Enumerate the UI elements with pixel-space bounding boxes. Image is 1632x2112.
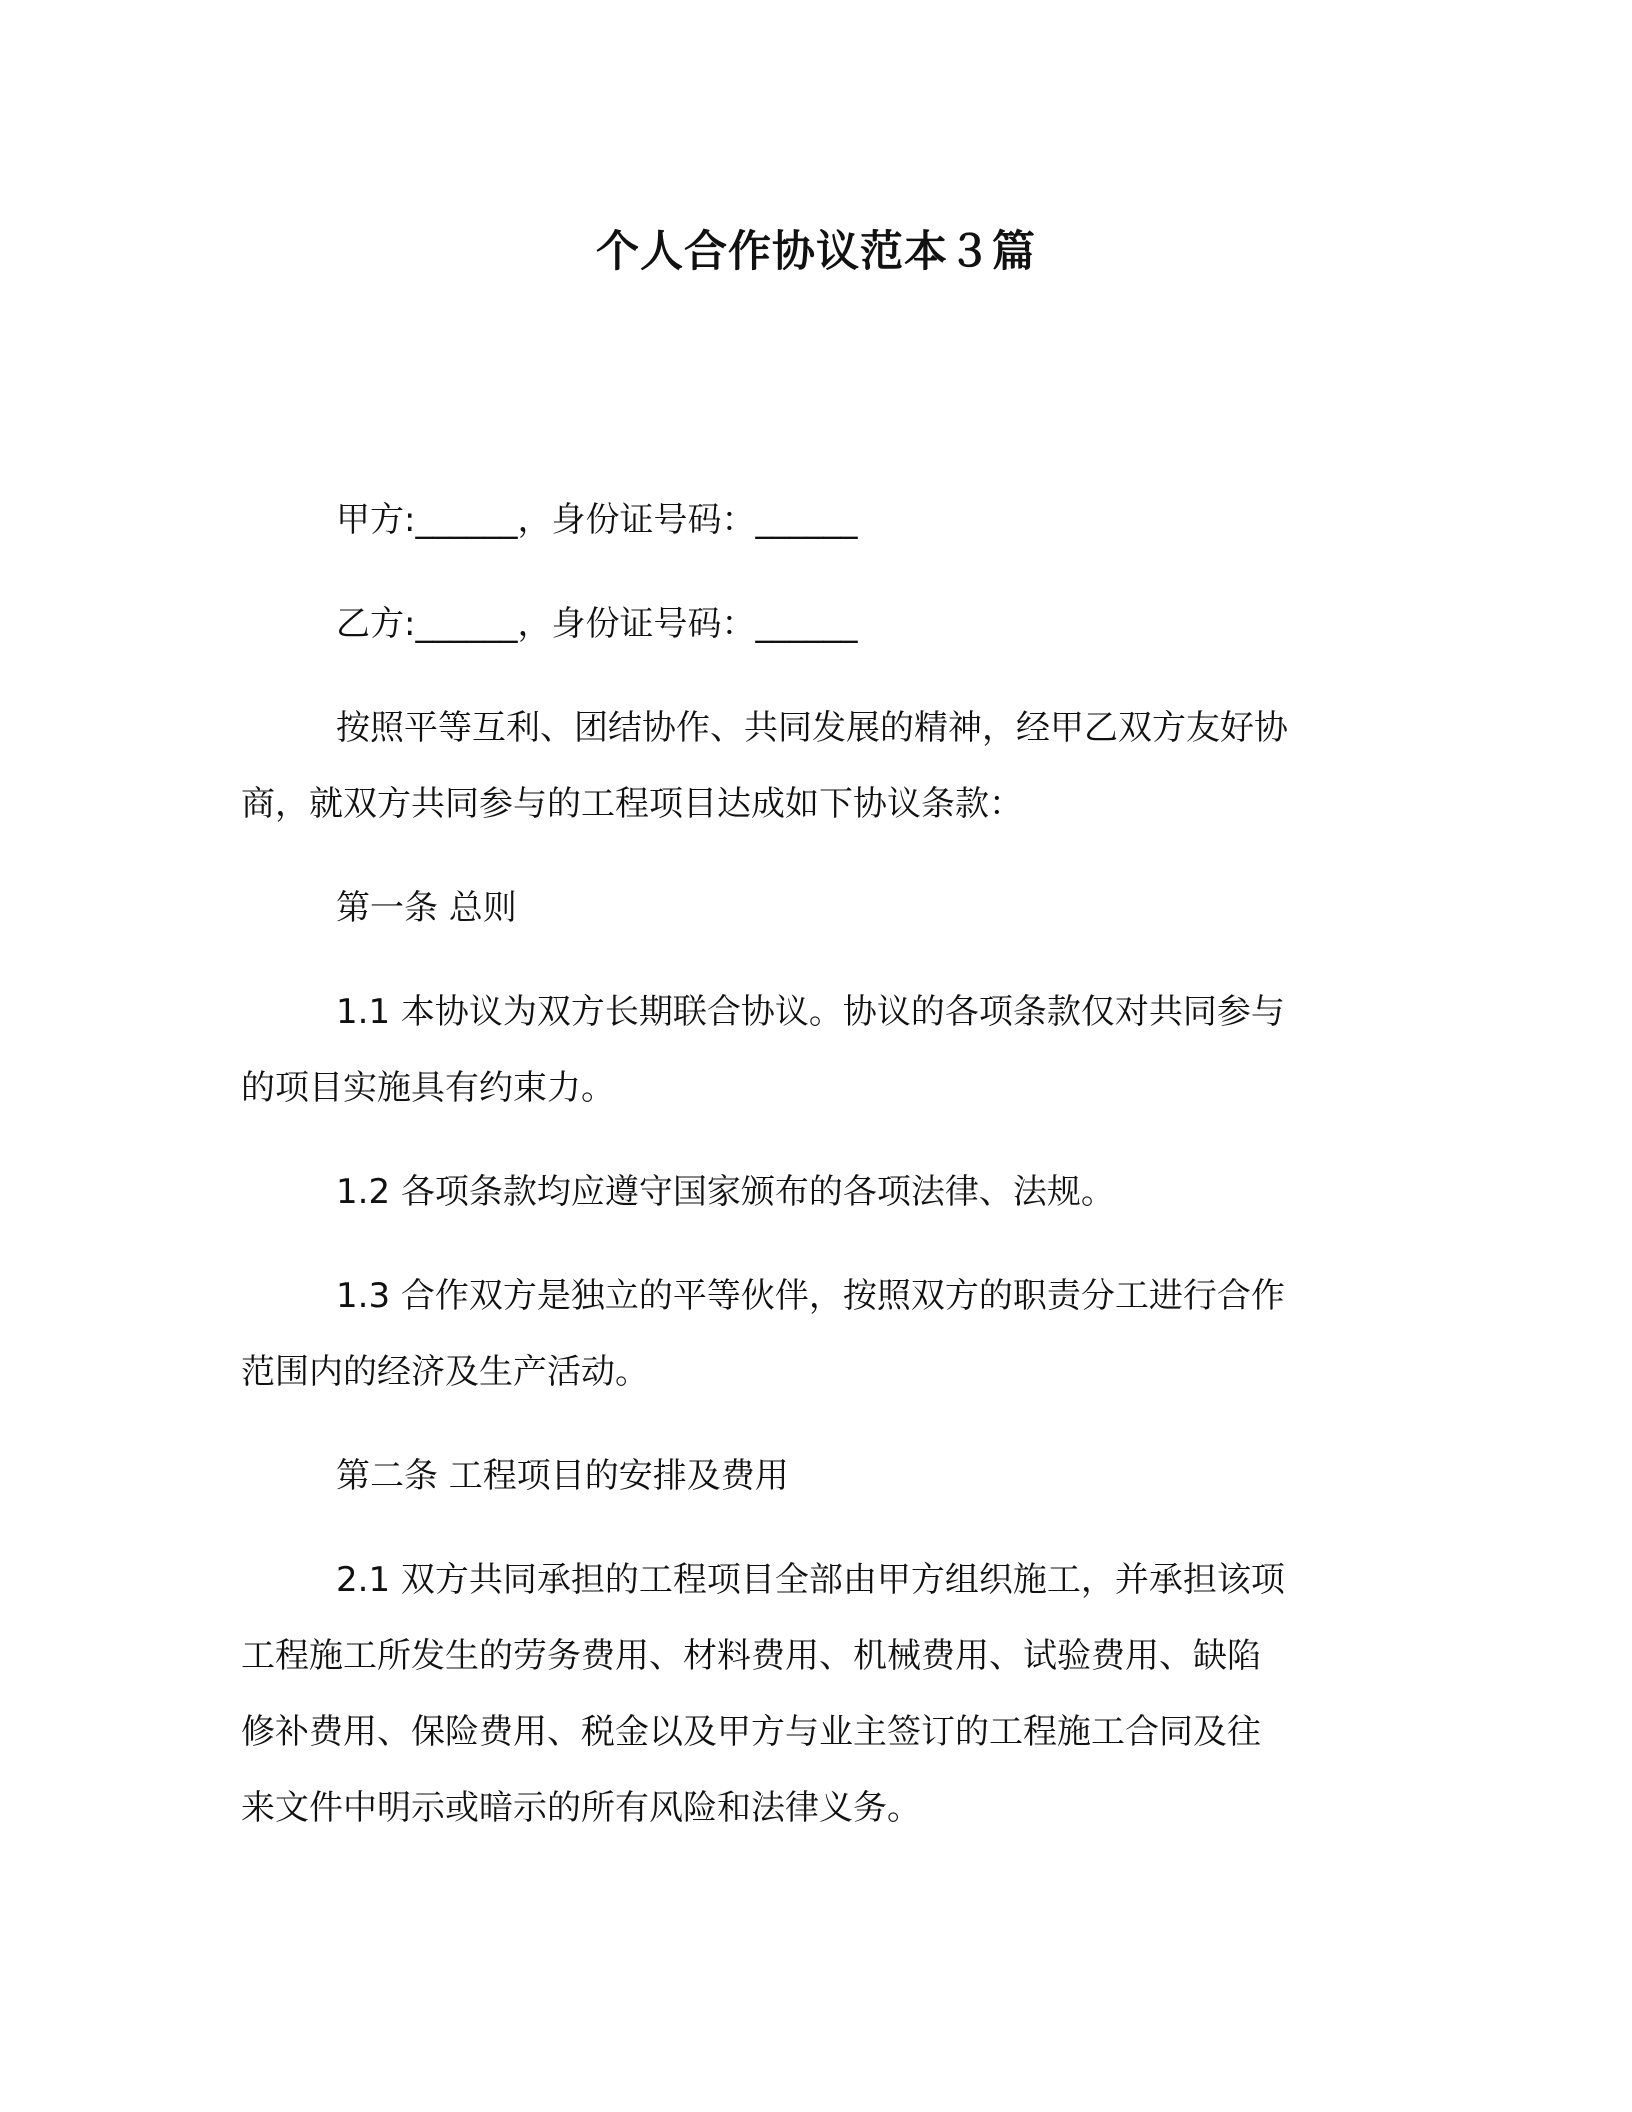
- clause-line: 修补费用、保险费用、税金以及甲方与业主签订的工程施工合同及往: [241, 1712, 1261, 1752]
- paragraph-line: 商，就双方共同参与的工程项目达成如下协议条款：: [241, 784, 1023, 824]
- clause-line: 1.2 各项条款均应遵守国家颁布的各项法律、法规。: [336, 1172, 1115, 1212]
- clause-line: 2.1 双方共同承担的工程项目全部由甲方组织施工，并承担该项: [336, 1560, 1285, 1600]
- section-heading: 第一条 总则: [336, 888, 517, 928]
- clause-line: 范围内的经济及生产活动。: [241, 1352, 649, 1392]
- clause-line: 来文件中明示或暗示的所有风险和法律义务。: [241, 1788, 921, 1828]
- party-a-line: 甲方:______，身份证号码：______: [336, 500, 858, 540]
- section-heading: 第二条 工程项目的安排及费用: [336, 1456, 789, 1496]
- clause-line: 1.3 合作双方是独立的平等伙伴，按照双方的职责分工进行合作: [336, 1276, 1285, 1316]
- document-title: 个人合作协议范本３篇: [596, 227, 1036, 277]
- paragraph-line: 按照平等互利、团结协作、共同发展的精神，经甲乙双方友好协: [336, 708, 1288, 748]
- clause-line: 工程施工所发生的劳务费用、材料费用、机械费用、试验费用、缺陷: [241, 1636, 1261, 1676]
- clause-line: 1.1 本协议为双方长期联合协议。协议的各项条款仅对共同参与: [336, 992, 1285, 1032]
- clause-line: 的项目实施具有约束力。: [241, 1068, 615, 1108]
- party-b-line: 乙方:______，身份证号码：______: [336, 604, 858, 644]
